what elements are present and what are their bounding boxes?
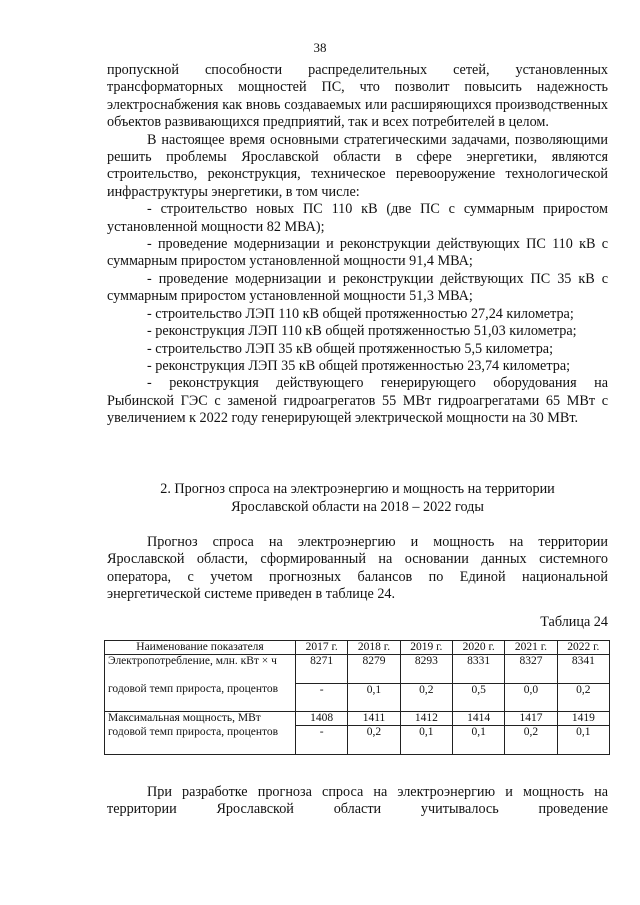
table-header-cell: 2019 г. [400, 641, 452, 655]
list-item: - строительство ЛЭП 110 кВ общей протяженностью 27,24 километра; [147, 305, 574, 322]
data-table [104, 640, 610, 755]
section-heading [107, 480, 608, 516]
table-cell: 1419 [557, 712, 609, 726]
table-header-row [105, 641, 610, 655]
table-cell: 1412 [400, 712, 452, 726]
table-cell: 0,1 [348, 683, 400, 712]
table-header-cell: Наименование показателя [105, 641, 296, 655]
paragraph: При разработке прогноза спроса на электроэнергию и мощность на территории Ярославской области учитывалось проведение [107, 784, 608, 818]
table-cell: 1408 [296, 712, 348, 726]
table-cell: 8331 [452, 655, 504, 684]
table-row-label: годовой темп прироста, процентов [105, 683, 296, 712]
table-row [105, 712, 610, 726]
list-item: - проведение модернизации и реконструкции действующих ПС 35 кВ с суммарным приростом установленной мощности 51,3 МВА; [107, 270, 608, 305]
table-cell: 1411 [348, 712, 400, 726]
table-row [105, 726, 610, 755]
table-header-cell: 2022 г. [557, 641, 609, 655]
table-header-cell: 2017 г. [296, 641, 348, 655]
table-row-label: Максимальная мощность, МВт [105, 712, 296, 726]
table-cell: 0,2 [505, 726, 557, 755]
table-row [105, 655, 610, 684]
body-text-middle [107, 534, 608, 604]
table-header-cell: 2020 г. [452, 641, 504, 655]
table-cell: 0,2 [557, 683, 609, 712]
table-row-label: годовой темп прироста, процентов [105, 726, 296, 755]
table-caption: Таблица 24 [540, 614, 608, 630]
table-row-label: Электропотребление, млн. кВт × ч [105, 655, 296, 684]
table-cell: 0,1 [400, 726, 452, 755]
table-header-cell: 2018 г. [348, 641, 400, 655]
table-cell: 0,2 [348, 726, 400, 755]
table-cell: 0,1 [452, 726, 504, 755]
table-cell: 1417 [505, 712, 557, 726]
list-item: - реконструкция действующего генерирующего оборудования на Рыбинской ГЭС с заменой гидроагрегатов 55 МВт гидроагрегатами 65 МВт с увеличением к 2022 году генерирующей электрической мощности на 30 МВт. [107, 375, 608, 427]
table-cell: 0,2 [400, 683, 452, 712]
list-item: - строительство новых ПС 110 кВ (две ПС с суммарным приростом установленной мощности 82 МВА); [107, 201, 608, 235]
table-cell: 1414 [452, 712, 504, 726]
list-item: - строительство ЛЭП 35 кВ общей протяженностью 5,5 километра; [147, 340, 554, 357]
paragraph: В настоящее время основными стратегическими задачами, позволяющими решить проблемы Ярославской области в сфере энергетики, являются строительство, реконструкция, техническое перевооружение технологической инфраструктуры энергетики, в том числе: [107, 131, 608, 200]
body-text-bottom [107, 784, 608, 819]
list-item: - реконструкция ЛЭП 110 кВ общей протяженностью 51,03 километра; [147, 323, 577, 340]
table-cell: - [296, 683, 348, 712]
table-cell: 8279 [348, 655, 400, 684]
table-cell: 0,5 [452, 683, 504, 712]
table-row [105, 683, 610, 712]
list-item: - проведение модернизации и реконструкции действующих ПС 110 кВ с суммарным приростом установленной мощности 91,4 МВА; [107, 236, 608, 270]
table-cell: 8327 [505, 655, 557, 684]
list-item: - реконструкция ЛЭП 35 кВ общей протяженностью 23,74 километра; [147, 357, 571, 374]
table-cell: 8341 [557, 655, 609, 684]
section-heading-line2: Ярославской области на 2018 – 2022 годы [231, 499, 484, 515]
table-cell: 0,1 [557, 726, 609, 755]
table-cell: 0,0 [505, 683, 557, 712]
page-number: 38 [313, 40, 327, 55]
body-text-top [107, 62, 608, 428]
paragraph: пропускной способности распределительных сетей, установленных трансформаторных мощностей ПС, что позволит повысить надежность электроснабжения как вновь создаваемых или расширяющихся производственных объектов развивающихся предприятий, так и всех потребителей в целом. [107, 62, 608, 131]
section-heading-line1: 2. Прогноз спроса на электроэнергию и мощность на территории [160, 481, 555, 497]
table-cell: - [296, 726, 348, 755]
table-cell: 8271 [296, 655, 348, 684]
table-header-cell: 2021 г. [505, 641, 557, 655]
paragraph: Прогноз спроса на электроэнергию и мощность на территории Ярославской области, сформированный на основании данных системного оператора, с учетом прогнозных балансов по Единой национальной энергетической системе приведен в таблице 24. [107, 534, 608, 603]
table-cell: 8293 [400, 655, 452, 684]
